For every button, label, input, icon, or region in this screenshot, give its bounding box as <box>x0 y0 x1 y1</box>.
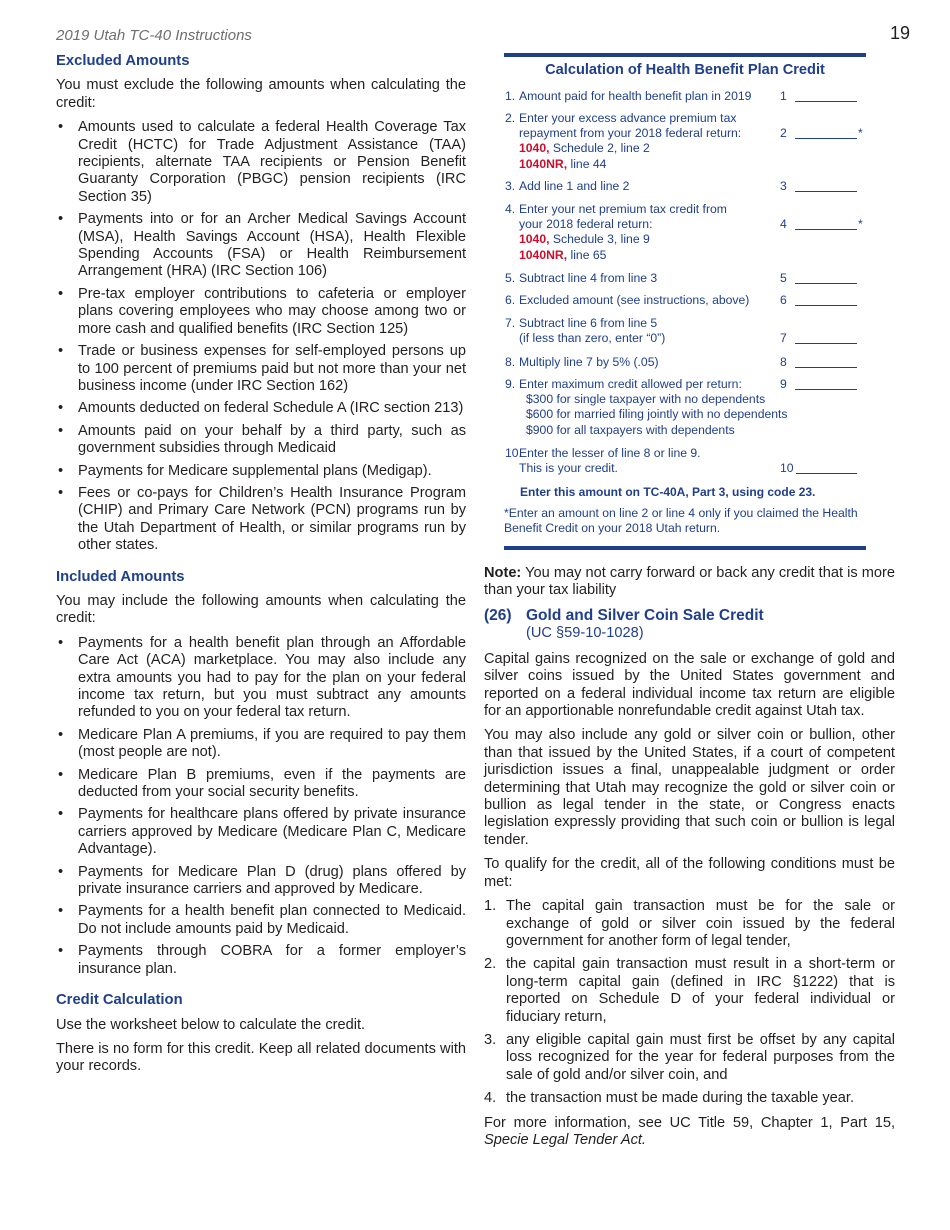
list-item: • Amounts paid on your behalf by a third party, such as government subsidies through Medicaid <box>56 423 466 458</box>
worksheet-line-5: 5. Subtract line 4 from line 3 5 <box>504 271 866 287</box>
list-item: • Payments for a health benefit plan connected to Medicaid. Do not include amounts paid by Medicaid. <box>56 903 466 938</box>
worksheet-line-8: 8. Multiply line 7 by 5% (.05) 8 <box>504 355 866 371</box>
worksheet-footnote: *Enter an amount on line 2 or line 4 only if you claimed the Health Benefit Credit on your 2018 Utah return. <box>504 506 858 536</box>
list-item: • Fees or co-pays for Children’s Health Insurance Program (CHIP) and Primary Care Network (PCN) programs run by the Utah Department of Health, or similar programs run by other states. <box>56 485 466 555</box>
list-item: • Payments for a health benefit plan through an Affordable Care Act (ACA) marketplace. You may also include any extra amounts you had to pay for the plan on your federal income tax return, but you must subtract any amounts refunded to you on your federal tax return. <box>56 635 466 722</box>
line-4-input[interactable] <box>795 217 857 230</box>
worksheet-line-9: 9. Enter maximum credit allowed per return: $300 for single taxpayer with no dependents $600 for married filing jointly with no dependents $900 for all taxpayers with dependents 9 <box>504 377 866 439</box>
gold-p2: You may also include any gold or silver coin or bullion, other than that issued by the United States, if a court of competent jurisdiction issues a final, unappealable judgment or order determining that Utah may recognize the gold or silver coin or bullion as legal tender in the state, or Congress enacts legislation expressly providing that such coin or bullion is legal tender. <box>484 727 895 848</box>
line-9-input[interactable] <box>795 377 857 390</box>
running-header: 2019 Utah TC-40 Instructions <box>56 27 252 44</box>
list-item: • Trade or business expenses for self-employed persons up to 100 percent of premiums paid but not more than your net business income (under IRC Section 162) <box>56 343 466 395</box>
section-code: (26) <box>484 606 512 624</box>
line-6-input[interactable] <box>795 293 857 306</box>
worksheet-line-7: 7. Subtract line 6 from line 5 (if less than zero, enter “0”) 7 <box>504 316 866 348</box>
list-item: • Pre-tax employer contributions to cafeteria or employer plans covering employees who may choose among two or more cash and qualified benefits (IRC Section 125) <box>56 286 466 338</box>
excluded-intro: You must exclude the following amounts when calculating the credit: <box>56 77 466 111</box>
worksheet-line-4: 4. Enter your net premium tax credit from your 2018 federal return: 1040, Schedule 3, line 9 1040NR, line 65 4 * <box>505 202 863 262</box>
worksheet-line-1: 1. Amount paid for health benefit plan in 2019 1 <box>504 89 866 105</box>
worksheet-top-rule <box>504 53 866 57</box>
list-item: 3. any eligible capital gain must first be offset by any capital loss recognized for the year for federal purposes from the sale of gold and/or silver coin, and <box>484 1031 895 1083</box>
worksheet-enter-note: Enter this amount on TC-40A, Part 3, using code 23. <box>520 485 816 499</box>
included-list <box>56 635 466 978</box>
list-item: • Payments for Medicare Plan D (drug) plans offered by private insurance carriers and approved by Medicare. <box>56 864 466 899</box>
gold-p1: Capital gains recognized on the sale or exchange of gold and silver coins issued by the United States government and reported on a federal individual income tax return are eligible for an apportionable nonrefundable credit against Utah tax. <box>484 650 895 720</box>
left-column <box>56 53 466 1083</box>
health-credit-worksheet <box>504 53 866 550</box>
line-8-input[interactable] <box>795 355 857 368</box>
excluded-heading: Excluded Amounts <box>56 53 190 69</box>
more-info: For more information, see UC Title 59, Chapter 1, Part 15, Specie Legal Tender Act. <box>484 1114 895 1148</box>
list-item: • Medicare Plan B premiums, even if the payments are deducted from your social security benefits. <box>56 767 466 802</box>
list-item: 1. The capital gain transaction must be for the sale or exchange of gold or silver coin issued by the federal government for another form of legal tender, <box>484 898 895 949</box>
conditions-list <box>484 898 895 1107</box>
line-1-input[interactable] <box>795 89 857 102</box>
note-paragraph: Note: You may not carry forward or back any credit that is more than your tax liability <box>484 565 895 599</box>
list-item: • Payments into or for an Archer Medical Savings Account (MSA), Health Savings Account (HSA), Health Flexible Spending Accounts (FSA) or Health Reimbursement Arrangement (HRA) (IRC Section 106) <box>56 211 466 281</box>
worksheet-line-6: 6. Excluded amount (see instructions, above) 6 <box>504 293 866 309</box>
list-item: • Payments for healthcare plans offered by private insurance carriers approved by Medicare (Medicare Plan C, Medicare Advantage). <box>56 806 466 858</box>
excluded-list <box>56 119 466 554</box>
gold-section-heading <box>484 607 895 645</box>
worksheet-line-10: 10. Enter the lesser of line 8 or line 9. This is your credit. 10 <box>504 446 866 478</box>
list-item: • Medicare Plan A premiums, if you are required to pay them (most people are not). <box>56 727 466 762</box>
line-2-input[interactable] <box>795 126 857 139</box>
included-intro: You may include the following amounts when calculating the credit: <box>56 592 466 627</box>
section-title: Gold and Silver Coin Sale Credit <box>526 606 764 624</box>
credit-calc-heading: Credit Calculation <box>56 992 183 1009</box>
section-citation: (UC §59-10-1028) <box>526 624 644 641</box>
included-heading: Included Amounts <box>56 568 185 585</box>
worksheet-bottom-rule <box>504 546 866 550</box>
worksheet-line-3: 3. Add line 1 and line 2 3 <box>504 179 866 195</box>
right-column <box>484 565 895 1156</box>
list-item: 2. the capital gain transaction must result in a short-term or long-term capital gain (defined in IRC §1222) that is reported on Schedule D of your federal individual or fiduciary return, <box>484 956 895 1025</box>
list-item: • Payments for Medicare supplemental plans (Medigap). <box>56 463 466 480</box>
line-7-input[interactable] <box>795 331 857 344</box>
page-number: 19 <box>890 23 911 43</box>
credit-calc-p2: There is no form for this credit. Keep all related documents with your records. <box>56 1040 466 1075</box>
list-item: • Amounts used to calculate a federal Health Coverage Tax Credit (HCTC) for Trade Adjustment Assistance (TAA) recipients, alternate TAA recipients or Pension Benefit Guaranty Corporation (PBGC) pension recipients (IRC Section 35) <box>56 119 466 206</box>
credit-calc-p1: Use the worksheet below to calculate the credit. <box>56 1016 366 1033</box>
list-item: • Payments through COBRA for a former employer’s insurance plan. <box>56 943 466 978</box>
line-5-input[interactable] <box>795 271 857 284</box>
line-3-input[interactable] <box>795 179 857 192</box>
list-item: 4. the transaction must be made during the taxable year. <box>484 1090 855 1107</box>
line-10-input[interactable] <box>796 461 857 474</box>
worksheet-line-2: 2. Enter your excess advance premium tax repayment from your 2018 federal return: 1040, Schedule 2, line 2 1040NR, line 44 2 * <box>505 111 863 171</box>
gold-p3: To qualify for the credit, all of the following conditions must be met: <box>484 856 895 890</box>
list-item: • Amounts deducted on federal Schedule A (IRC section 213) <box>56 400 466 417</box>
worksheet-title: Calculation of Health Benefit Plan Credit <box>545 62 825 78</box>
